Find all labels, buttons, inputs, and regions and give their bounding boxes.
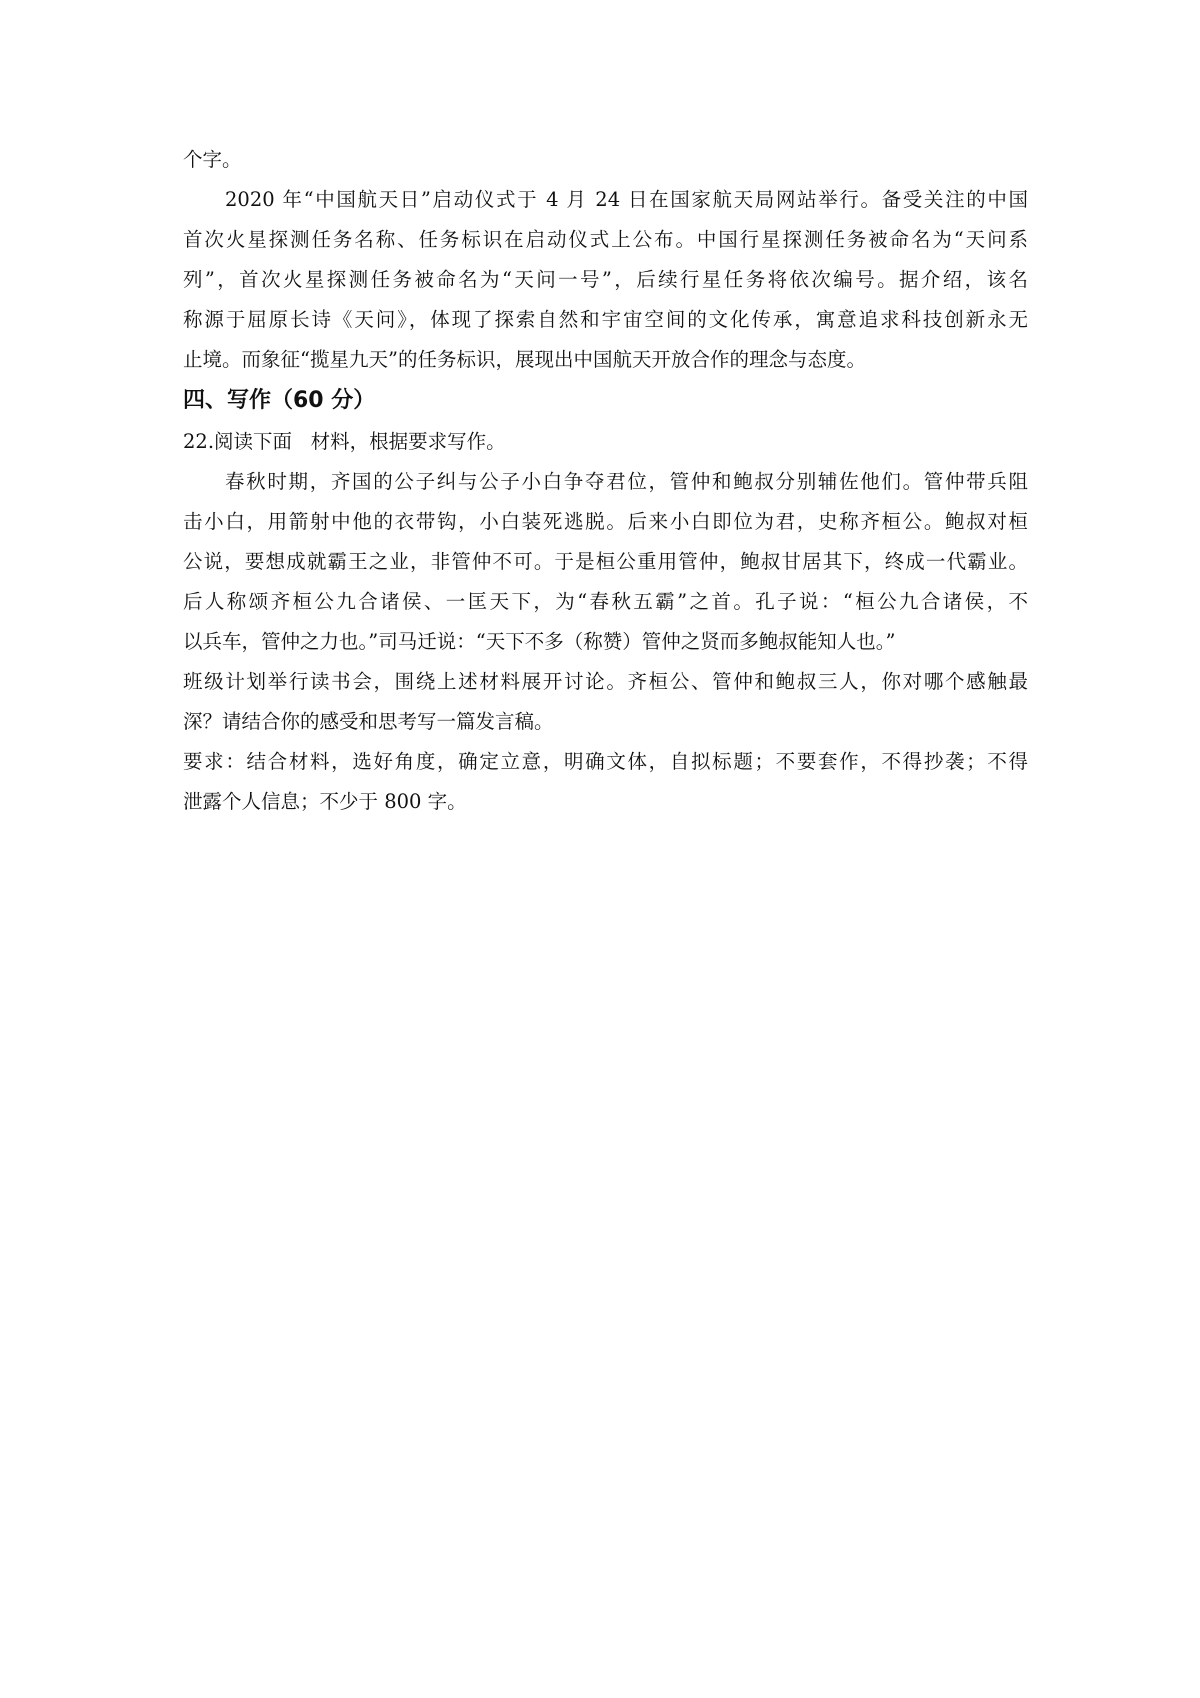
previous-question-tail: 个字。	[183, 148, 242, 171]
requirements-line: 泄露个人信息；不少于 800 字。	[183, 790, 467, 813]
news-line: 首次火星探测任务名称、任务标识在启动仪式上公布。中国行星探测任务被命名为“天问系	[183, 228, 1028, 251]
news-line: 列”，首次火星探测任务被命名为“天问一号”，后续行星任务将依次编号。据介绍，该名	[183, 268, 1028, 291]
requirements-line: 要求：结合材料，选好角度，确定立意，明确文体，自拟标题；不要套作，不得抄袭；不得	[183, 750, 1028, 773]
task-line: 班级计划举行读书会，围绕上述材料展开讨论。齐桓公、管仲和鲍叔三人，你对哪个感触最	[183, 670, 1028, 693]
question-intro: 22.阅读下面 材料，根据要求写作。	[183, 430, 506, 453]
material-line: 后人称颂齐桓公九合诸侯、一匡天下，为“春秋五霸”之首。孔子说：“桓公九合诸侯，不	[183, 590, 1028, 613]
news-line: 2020 年“中国航天日”启动仪式于 4 月 24 日在国家航天局网站举行。备受关注的中国	[225, 188, 1028, 211]
material-paragraph	[183, 462, 1028, 662]
requirements-paragraph	[183, 742, 1028, 822]
news-line: 称源于屈原长诗《天问》，体现了探索自然和宇宙空间的文化传承，寓意追求科技创新永无	[183, 308, 1028, 331]
section-heading: 四、写作（60 分）	[183, 388, 376, 413]
material-line: 以兵车，管仲之力也。”司马迁说：“天下不多（称赞）管仲之贤而多鲍叔能知人也。”	[183, 630, 896, 653]
exam-page	[183, 140, 1028, 822]
material-line: 公说，要想成就霸王之业，非管仲不可。于是桓公重用管仲，鲍叔甘居其下，终成一代霸业。	[183, 550, 1028, 573]
material-line: 击小白，用箭射中他的衣带钩，小白装死逃脱。后来小白即位为君，史称齐桓公。鲍叔对桓	[183, 510, 1028, 533]
news-line: 止境。而象征“揽星九天”的任务标识，展现出中国航天开放合作的理念与态度。	[183, 348, 866, 371]
task-line: 深？请结合你的感受和思考写一篇发言稿。	[183, 710, 554, 733]
task-paragraph	[183, 662, 1028, 742]
material-line: 春秋时期，齐国的公子纠与公子小白争夺君位，管仲和鲍叔分别辅佐他们。管仲带兵阻	[225, 470, 1028, 493]
news-paragraph	[183, 180, 1028, 380]
